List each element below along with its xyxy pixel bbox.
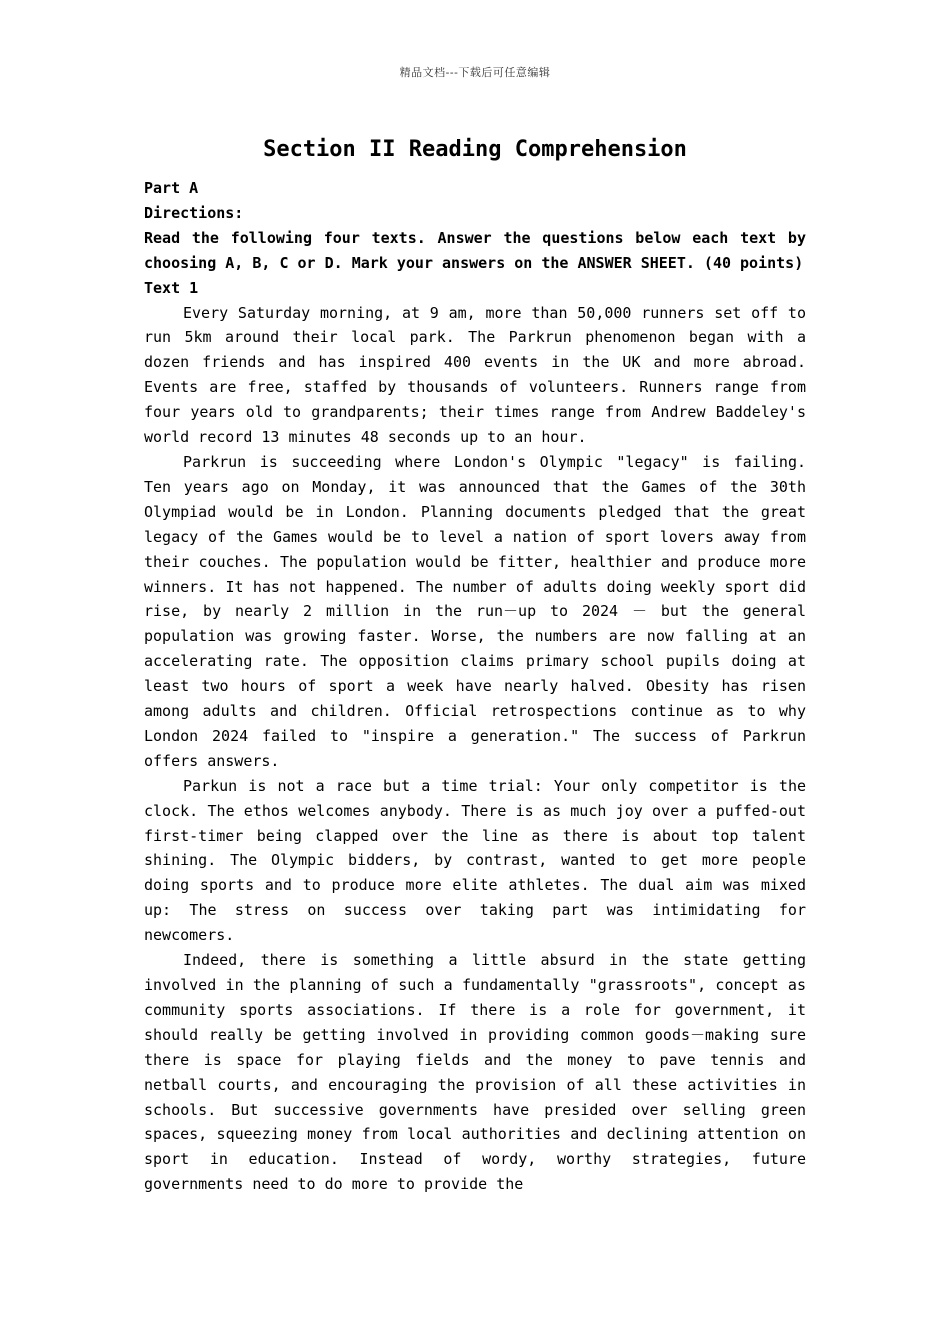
directions-text: Read the following four texts. Answer the questions below each text by choosing A, B, C or D. Mark your answers on the ANSWER SHEET. (40 points): [144, 228, 806, 272]
part-label: Part A: [144, 179, 199, 197]
document-body: [144, 136, 806, 1197]
paragraph: Indeed, there is something a little absurd in the state getting involved in the planning of such a fundamentally "grassroots", concept as community sports associations. If there is a role for government, it should really be getting involved in providing common goods－making sure there is space for playing fields and the money to pave tennis and netball courts, and encouraging the provision of all these activities in schools. But successive governments have presided over selling green spaces, squeezing money from local authorities and declining attention on sport in education. Instead of wordy, worthy strategies, future governments need to do more to provide the: [144, 951, 806, 1194]
section-title: Section II Reading Comprehension: [263, 137, 687, 162]
directions-label: Directions:: [144, 203, 244, 222]
paragraph: Parkrun is succeeding where London's Olympic "legacy" is failing. Ten years ago on Monday, it was announced that the Games of the 30th Olympiad would be in London. Planning documents pledged that the great legacy of the Games would be to level a nation of sport lovers away from their couches. The population would be fitter, healthier and produce more winners. It has not happened. The number of adults doing weekly sport did rise, by nearly 2 million in the run－up to 2024 － but the general population was growing faster. Worse, the numbers are now falling at an accelerating rate. The opposition claims primary school pupils doing at least two hours of sport a week have nearly halved. Obesity has risen among adults and children. Official retrospections continue as to why London 2024 failed to "inspire a generation." The success of Parkrun offers answers.: [144, 452, 806, 770]
paragraph: Parkun is not a race but a time trial: Your only competitor is the clock. The ethos welcomes anybody. There is as much joy over a puffed-out first-timer being clapped over the line as there is about top talent shining. The Olympic bidders, by contrast, wanted to get more people doing sports and to produce more elite athletes. The dual aim was mixed up: The stress on success over taking part was intimidating for newcomers.: [144, 776, 806, 945]
text-label: Text 1: [144, 278, 199, 297]
page-header: 精品文档---下载后可任意编辑: [399, 66, 551, 79]
paragraph: Every Saturday morning, at 9 am, more than 50,000 runners set off to run 5km around their local park. The Parkrun phenomenon began with a dozen friends and has inspired 400 events in the UK and more abroad. Events are free, staffed by thousands of volunteers. Runners range from four years old to grandparents; their times range from Andrew Baddeley's world record 13 minutes 48 seconds up to an hour.: [144, 303, 806, 447]
